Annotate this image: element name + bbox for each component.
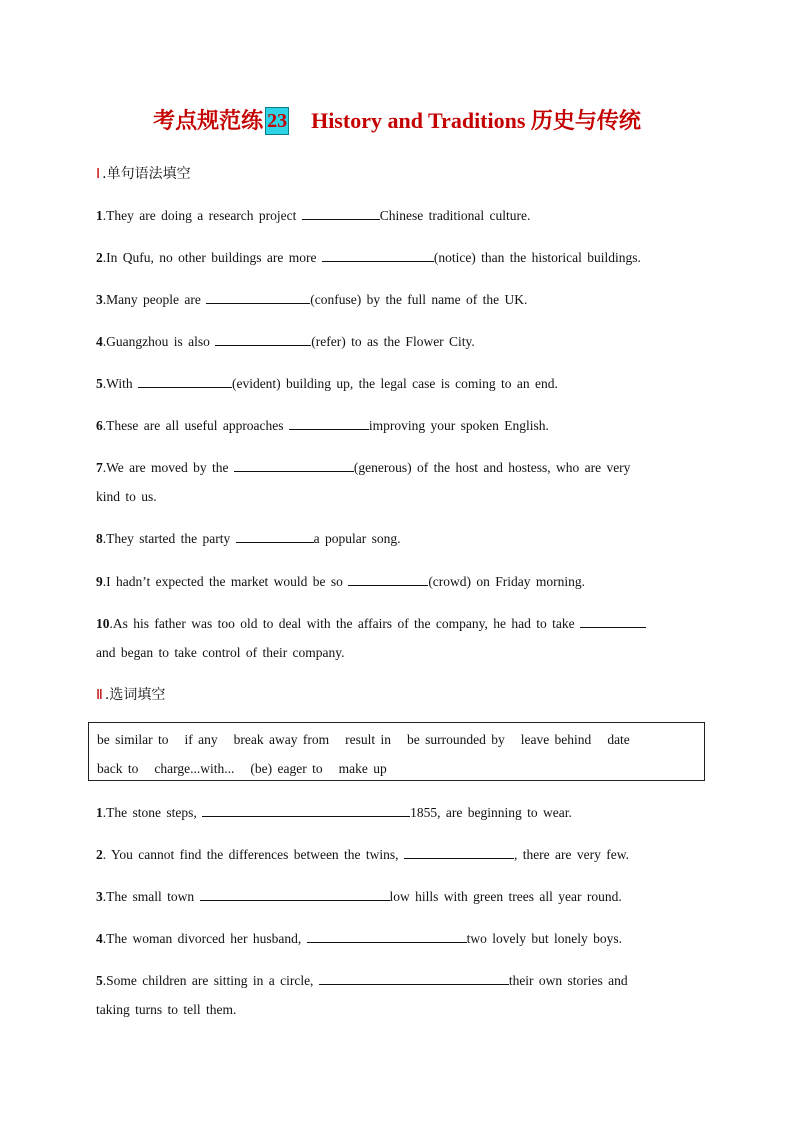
word-bank-phrase: leave behind (520, 732, 592, 747)
question-item: 1.They are doing a research project Chinese traditional culture. (96, 201, 702, 230)
word-bank-phrase: if any (184, 732, 218, 747)
question-item: 3.The small town low hills with green trees all year round. (96, 882, 702, 911)
question-item: 5.Some children are sitting in a circle, their own stories and taking turns to tell them. (96, 966, 702, 1024)
question-item: 3.Many people are (confuse) by the full name of the UK. (96, 285, 702, 314)
question-item: 7.We are moved by the (generous) of the host and hostess, who are very kind to us. (96, 453, 702, 511)
question-item: 2. You cannot find the differences between the twins, , there are very few. (96, 840, 702, 869)
question-item: 8.They started the party a popular song. (96, 524, 702, 553)
word-bank-line (97, 754, 696, 783)
title-chinese: 历史与传统 (530, 108, 641, 133)
question-item: 4.The woman divorced her husband, two lovely but lonely boys. (96, 924, 702, 953)
question-item: 2.In Qufu, no other buildings are more (notice) than the historical buildings. (96, 243, 702, 272)
question-item: 9.I hadn’t expected the market would be so (crowd) on Friday morning. (96, 567, 702, 596)
section-heading-word-choice: Ⅱ .选词填空 (96, 687, 166, 703)
word-bank-phrase: back to (97, 761, 139, 776)
answer-blank[interactable] (200, 886, 390, 901)
answer-blank[interactable] (302, 205, 380, 220)
answer-blank[interactable] (289, 415, 369, 430)
answer-blank[interactable] (580, 613, 646, 628)
answer-blank[interactable] (138, 373, 232, 388)
word-bank-phrase: (be) eager to (250, 761, 323, 776)
answer-blank[interactable] (202, 802, 410, 817)
question-item: 10.As his father was too old to deal with the affairs of the company, he had to take and began to take control of their company. (96, 609, 702, 667)
word-bank-phrase: result in (345, 732, 391, 747)
answer-blank[interactable] (307, 928, 467, 943)
section-heading-grammar: Ⅰ .单句语法填空 (96, 166, 191, 182)
word-bank-phrase: date (607, 732, 630, 747)
question-item: 5.With (evident) building up, the legal case is coming to an end. (96, 369, 702, 398)
word-bank-phrase: break away from (233, 732, 330, 747)
word-bank-box (88, 722, 705, 781)
question-item: 1.The stone steps, 1855, are beginning to wear. (96, 798, 702, 827)
word-bank-line (97, 725, 696, 754)
answer-blank[interactable] (234, 457, 354, 472)
word-bank-phrase: charge...with... (154, 761, 235, 776)
answer-blank[interactable] (319, 970, 509, 985)
answer-blank[interactable] (215, 331, 311, 346)
question-item: 4.Guangzhou is also (refer) to as the Flower City. (96, 327, 702, 356)
answer-blank[interactable] (236, 528, 314, 543)
answer-blank[interactable] (348, 571, 428, 586)
page-title (0, 104, 794, 135)
answer-blank[interactable] (206, 289, 310, 304)
word-bank-phrase: be similar to (97, 732, 169, 747)
answer-blank[interactable] (404, 844, 514, 859)
title-prefix: 考点规范练 (153, 108, 264, 133)
answer-blank[interactable] (322, 247, 434, 262)
title-english: History and Traditions (311, 108, 526, 133)
exercise-number-badge: 23 (265, 107, 289, 135)
word-bank-phrase: make up (338, 761, 387, 776)
word-bank-phrase: be surrounded by (406, 732, 505, 747)
question-item: 6.These are all useful approaches improving your spoken English. (96, 411, 702, 440)
